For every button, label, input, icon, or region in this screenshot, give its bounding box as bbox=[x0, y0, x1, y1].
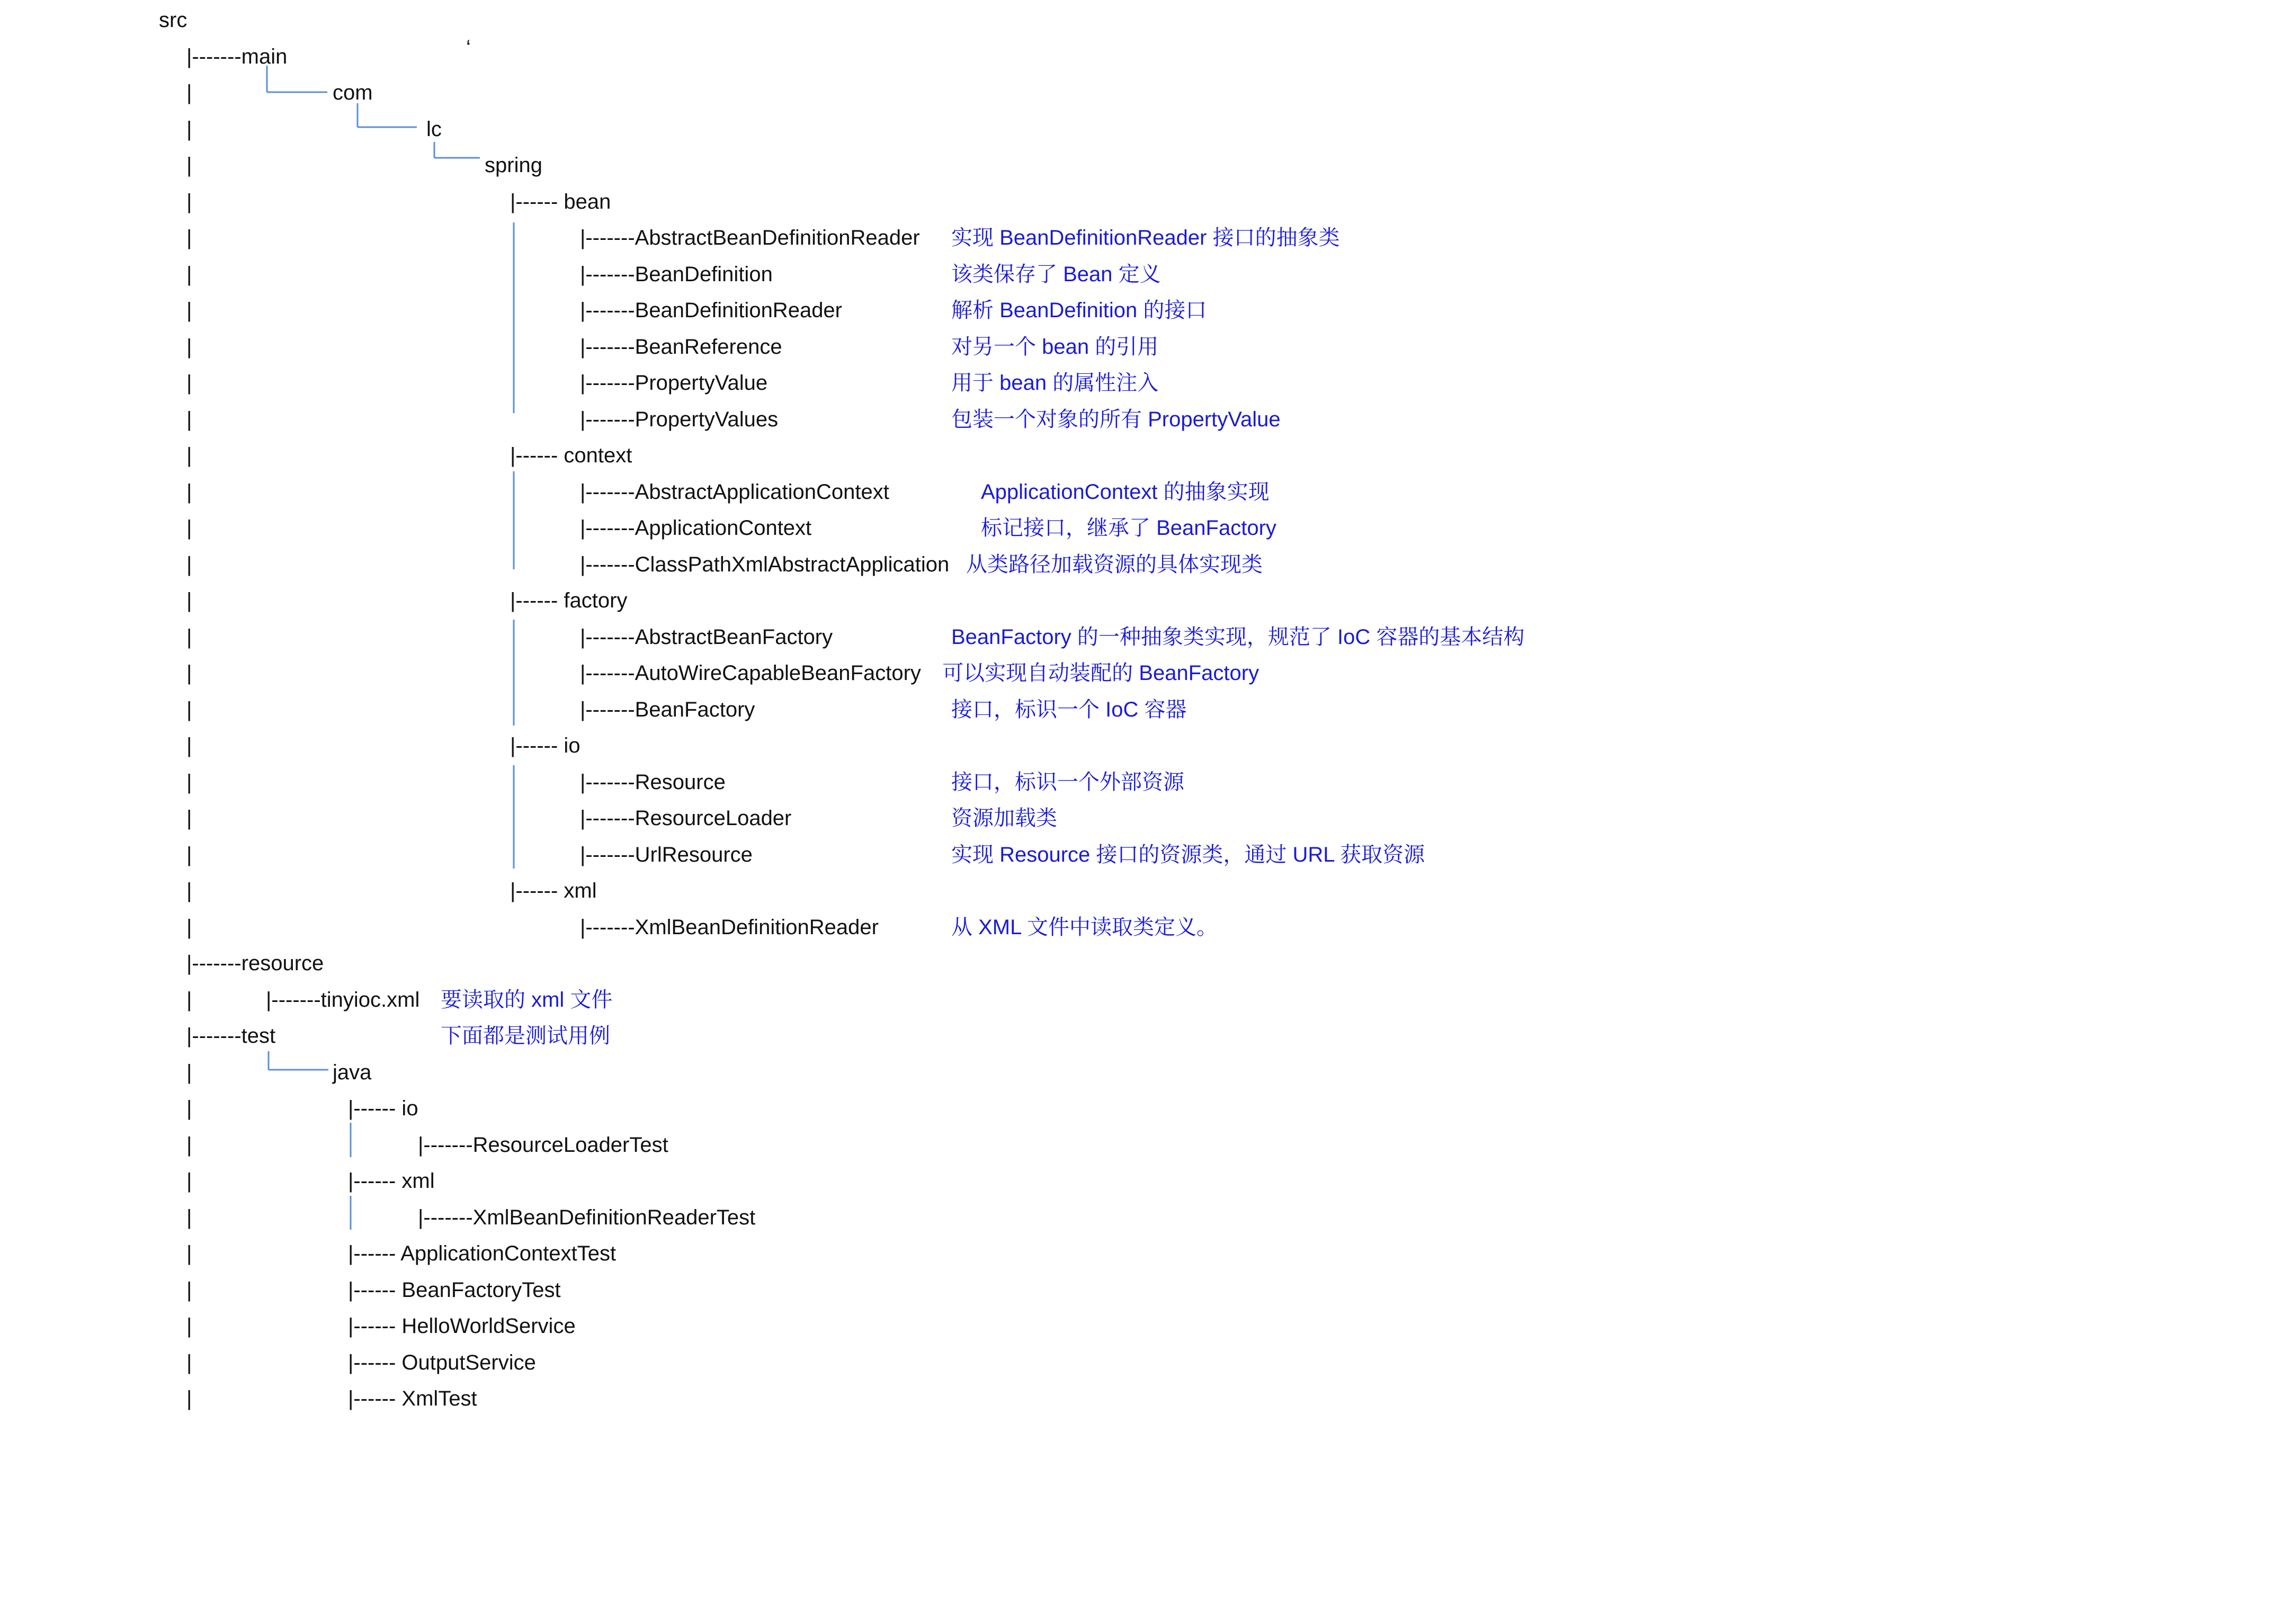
tree-comment-bd: 该类保存了 Bean 定义 bbox=[951, 262, 1161, 286]
tree-trunk-pipe: | bbox=[186, 480, 192, 504]
tree-node-test: |-------test bbox=[186, 1024, 276, 1048]
tree-comment-aac: ApplicationContext 的抽象实现 bbox=[981, 480, 1270, 504]
tree-comment-resl: 资源加载类 bbox=[951, 807, 1057, 830]
tree-trunk-pipe: | bbox=[186, 1278, 192, 1302]
tree-trunk-pipe: | bbox=[186, 1314, 192, 1338]
tree-node-bd: |-------BeanDefinition bbox=[580, 262, 773, 286]
tree-node-hws: |------ HelloWorldService bbox=[348, 1314, 576, 1338]
tree-trunk-pipe: | bbox=[186, 1097, 192, 1120]
tree-trunk-pipe: | bbox=[186, 807, 192, 830]
tree-node-spring: spring bbox=[485, 154, 542, 177]
tree-comment-bf: 接口，标识一个 IoC 容器 bbox=[951, 697, 1187, 721]
tree-comment-test: 下面都是测试用例 bbox=[441, 1024, 610, 1048]
tree-comment-urlr: 实现 Resource 接口的资源类，通过 URL 获取资源 bbox=[951, 843, 1425, 866]
tree-trunk-pipe: | bbox=[186, 625, 192, 649]
tree-trunk-pipe: | bbox=[186, 299, 192, 322]
tree-trunk-pipe: | bbox=[186, 516, 192, 540]
tree-trunk-pipe: | bbox=[186, 117, 192, 141]
tree-node-pkg-factory: |------ factory bbox=[510, 589, 628, 612]
tree-node-abf: |-------AbstractBeanFactory bbox=[580, 625, 833, 649]
tree-trunk-pipe: | bbox=[186, 154, 192, 177]
tree-trunk-pipe: | bbox=[186, 190, 192, 213]
tree-node-act: |------ ApplicationContextTest bbox=[348, 1242, 617, 1265]
tree-node-res: |-------Resource bbox=[580, 770, 726, 794]
tree-node-pkg-context: |------ context bbox=[510, 444, 632, 467]
tree-comment-res: 接口，标识一个外部资源 bbox=[951, 770, 1184, 794]
tree-trunk-pipe: | bbox=[186, 1387, 192, 1410]
tree-node-xbdrt: |-------XmlBeanDefinitionReaderTest bbox=[418, 1205, 756, 1229]
tree-node-main: |-------main bbox=[186, 44, 288, 68]
tree-node-pkg-bean: |------ bean bbox=[510, 190, 611, 213]
tree-node-tinyioc: |-------tinyioc.xml bbox=[266, 988, 420, 1012]
tree-trunk-pipe: | bbox=[186, 335, 192, 359]
tree-comment-cpx: 从类路径加载资源的具体实现类 bbox=[966, 552, 1263, 576]
tree-node-os: |------ OutputService bbox=[348, 1350, 536, 1374]
tree-node-com: com bbox=[333, 81, 373, 104]
stray-mark: ‘ bbox=[466, 36, 471, 59]
tree-node-awbf: |-------AutoWireCapableBeanFactory bbox=[580, 661, 921, 685]
tree-node-cpx: |-------ClassPathXmlAbstractApplication bbox=[580, 552, 950, 576]
tree-trunk-pipe: | bbox=[186, 915, 192, 939]
tree-node-bdr: |-------BeanDefinitionReader bbox=[580, 299, 842, 322]
tree-node-pv: |-------PropertyValue bbox=[580, 371, 768, 395]
tree-node-t-io: |------ io bbox=[348, 1097, 418, 1120]
tree-trunk-pipe: | bbox=[186, 371, 192, 395]
tree-comment-tinyioc: 要读取的 xml 文件 bbox=[441, 988, 613, 1012]
tree-comment-pvs: 包装一个对象的所有 PropertyValue bbox=[951, 407, 1281, 431]
tree-node-urlr: |-------UrlResource bbox=[580, 843, 753, 866]
tree-trunk-pipe: | bbox=[186, 226, 192, 249]
tree-node-pkg-xml: |------ xml bbox=[510, 879, 597, 902]
tree-node-xt: |------ XmlTest bbox=[348, 1387, 477, 1410]
tree-node-xbdr: |-------XmlBeanDefinitionReader bbox=[580, 915, 879, 939]
tree-node-aac: |-------AbstractApplicationContext bbox=[580, 480, 889, 504]
tree-trunk-pipe: | bbox=[186, 734, 192, 757]
tree-comment-bdr: 解析 BeanDefinition 的接口 bbox=[951, 299, 1207, 322]
tree-trunk-pipe: | bbox=[186, 407, 192, 431]
tree-trunk-pipe: | bbox=[186, 1205, 192, 1229]
tree-trunk-pipe: | bbox=[186, 81, 192, 104]
tree-node-resl: |-------ResourceLoader bbox=[580, 807, 792, 830]
tree-node-pkg-io: |------ io bbox=[510, 734, 580, 757]
tree-trunk-pipe: | bbox=[186, 589, 192, 612]
tree-trunk-pipe: | bbox=[186, 1133, 192, 1157]
tree-node-bft: |------ BeanFactoryTest bbox=[348, 1278, 561, 1302]
tree-comment-awbf: 可以实现自动装配的 BeanFactory bbox=[942, 661, 1259, 685]
tree-trunk-pipe: | bbox=[186, 1060, 192, 1084]
tree-trunk-pipe: | bbox=[186, 770, 192, 794]
tree-node-t-xml: |------ xml bbox=[348, 1169, 435, 1193]
tree-comment-abf: BeanFactory 的一种抽象类实现，规范了 IoC 容器的基本结构 bbox=[951, 625, 1525, 649]
tree-trunk-pipe: | bbox=[186, 879, 192, 902]
tree-node-bref: |-------BeanReference bbox=[580, 335, 782, 359]
tree-node-ac: |-------ApplicationContext bbox=[580, 516, 812, 540]
tree-node-java: java bbox=[333, 1060, 372, 1084]
tree-trunk-pipe: | bbox=[186, 552, 192, 576]
tree-trunk-pipe: | bbox=[186, 262, 192, 286]
tree-trunk-pipe: | bbox=[186, 444, 192, 467]
tree-node-abdr: |-------AbstractBeanDefinitionReader bbox=[580, 226, 920, 249]
tree-comment-pv: 用于 bean 的属性注入 bbox=[951, 371, 1159, 395]
tree-comment-bref: 对另一个 bean 的引用 bbox=[951, 335, 1159, 359]
tree-trunk-pipe: | bbox=[186, 988, 192, 1012]
tree-node-rlt: |-------ResourceLoaderTest bbox=[418, 1133, 668, 1157]
tree-trunk-pipe: | bbox=[186, 697, 192, 721]
tree-comment-xbdr: 从 XML 文件中读取类定义。 bbox=[951, 915, 1218, 939]
tree-trunk-pipe: | bbox=[186, 1350, 192, 1374]
tree-comment-abdr: 实现 BeanDefinitionReader 接口的抽象类 bbox=[951, 226, 1340, 249]
tree-node-pvs: |-------PropertyValues bbox=[580, 407, 779, 431]
tree-trunk-pipe: | bbox=[186, 1242, 192, 1265]
tree-trunk-pipe: | bbox=[186, 661, 192, 685]
tree-comment-ac: 标记接口，继承了 BeanFactory bbox=[981, 516, 1276, 540]
tree-trunk-pipe: | bbox=[186, 1169, 192, 1193]
tree-node-bf: |-------BeanFactory bbox=[580, 697, 755, 721]
tree-node-resource: |-------resource bbox=[186, 952, 324, 975]
tree-node-src: src bbox=[159, 8, 187, 32]
tree-node-lc: lc bbox=[426, 117, 442, 141]
tree-trunk-pipe: | bbox=[186, 843, 192, 866]
